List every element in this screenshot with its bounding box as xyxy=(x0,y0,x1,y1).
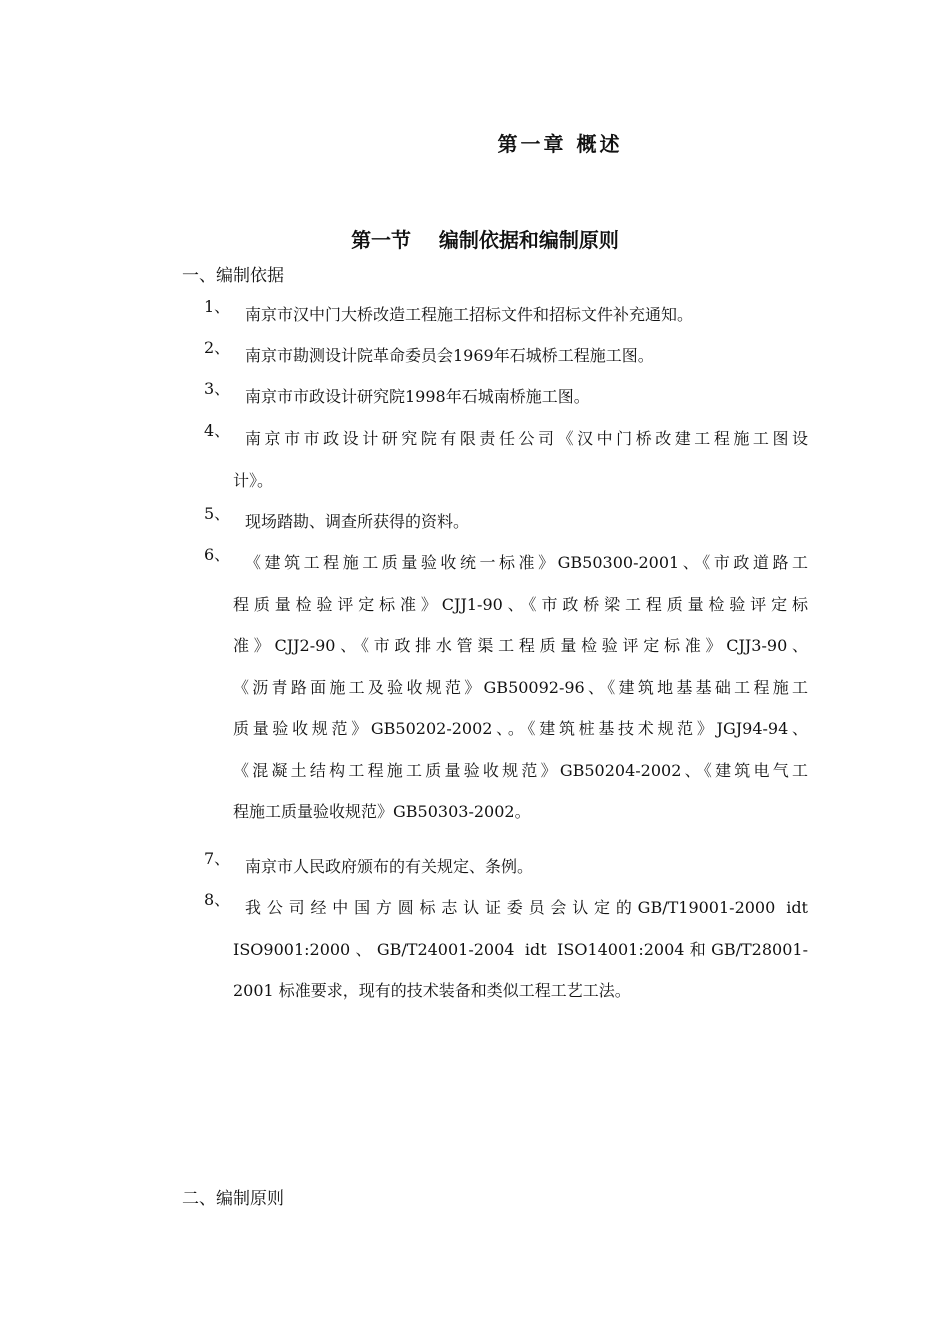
list-item xyxy=(204,887,808,1012)
item-line: ISO9001:2000、GB/T24001-2004 idt ISO14001:2004和GB/T28001- xyxy=(233,939,808,959)
list-item xyxy=(204,501,808,543)
item-number: 3、 xyxy=(204,379,231,398)
item-line: 程施工质量验收规范》GB50303-2002。 xyxy=(233,802,531,821)
item-line: 《建筑工程施工质量验收统一标准》GB50300-2001、《市政道路工 xyxy=(245,553,808,572)
list-item xyxy=(204,376,808,418)
item-number: 7、 xyxy=(204,849,231,868)
item-number: 8、 xyxy=(204,890,231,909)
item-number: 5、 xyxy=(204,504,231,523)
list-item xyxy=(204,335,808,377)
item-line: 南京市人民政府颁布的有关规定、条例。 xyxy=(245,857,534,876)
item-line: 南京市勘测设计院革命委员会1969年石城桥工程施工图。 xyxy=(245,346,654,365)
list-item xyxy=(204,542,808,833)
subhead-principles: 二、编制原则 xyxy=(182,1189,284,1209)
item-line: 《混凝土结构工程施工质量验收规范》GB50204-2002、《建筑电气工 xyxy=(233,760,808,780)
item-line: 我公司经中国方圆标志认证委员会认定的GB/T19001-2000 idt xyxy=(245,898,808,917)
chapter-title: 第一章 概述 xyxy=(497,132,623,156)
item-line: 南京市汉中门大桥改造工程施工招标文件和招标文件补充通知。 xyxy=(245,305,694,324)
item-line: 计》。 xyxy=(233,470,274,490)
item-number: 4、 xyxy=(204,421,231,440)
list-item xyxy=(204,294,808,336)
section-title: 第一节 编制依据和编制原则 xyxy=(351,228,619,252)
list-item xyxy=(204,846,808,888)
item-number: 1、 xyxy=(204,297,231,316)
item-line: 质量验收规范》GB50202-2002、。《建筑桩基技术规范》JGJ94-94、 xyxy=(233,719,808,738)
item-line: 2001 标准要求，现有的技术装备和类似工程工艺工法。 xyxy=(233,981,631,1000)
item-line: 南京市市政设计研究院1998年石城南桥施工图。 xyxy=(245,387,590,406)
item-line: 现场踏勘、调查所获得的资料。 xyxy=(245,512,470,531)
item-number: 6、 xyxy=(204,545,231,564)
item-number: 2、 xyxy=(204,338,231,357)
item-line: 程质量检验评定标准》CJJ1-90、《市政桥梁工程质量检验评定标 xyxy=(233,594,808,614)
item-line: 准》CJJ2-90、《市政排水管渠工程质量检验评定标准》CJJ3-90、 xyxy=(233,636,808,655)
item-line: 《沥青路面施工及验收规范》GB50092-96、《建筑地基基础工程施工 xyxy=(233,677,808,697)
subhead-basis: 一、编制依据 xyxy=(182,266,284,286)
list-item xyxy=(204,418,808,501)
item-line: 南京市市政设计研究院有限责任公司《汉中门桥改建工程施工图设 xyxy=(245,429,808,448)
